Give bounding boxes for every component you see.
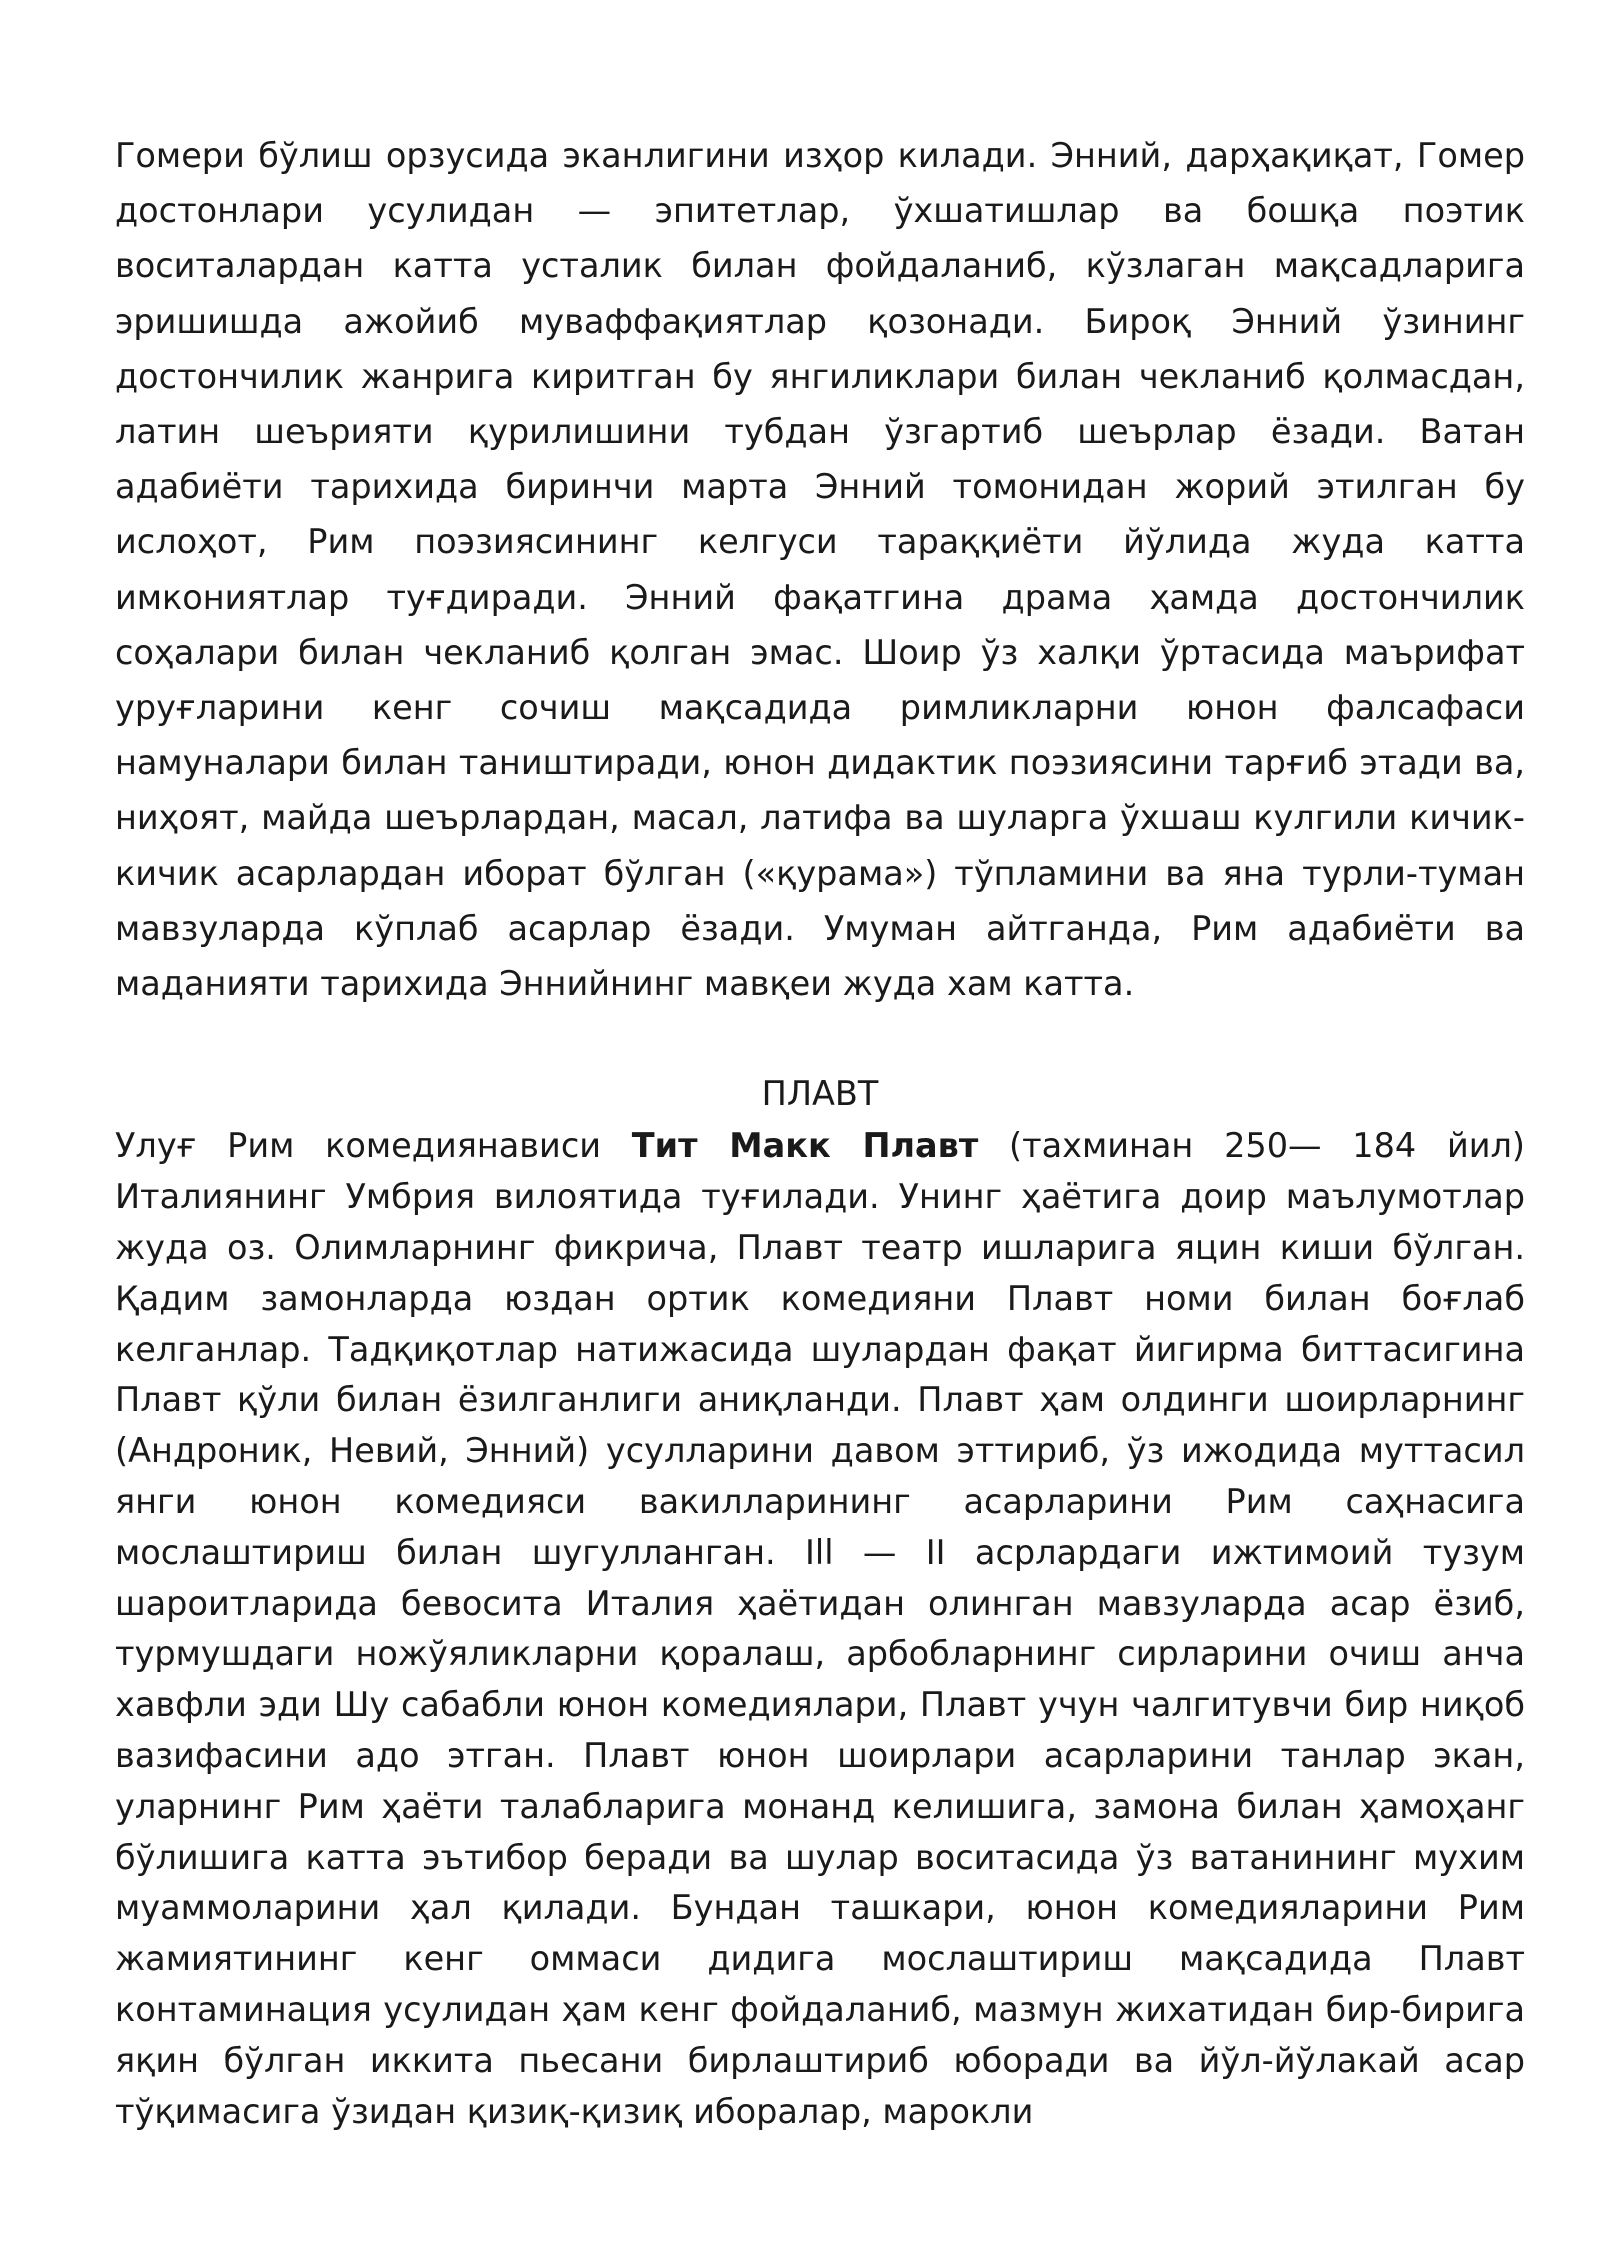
document-page (115, 128, 1525, 2137)
author-name: Тит Макк Плавт (631, 1126, 979, 1166)
section-title-plautus: ПЛАВТ (761, 1074, 879, 1114)
paragraph-ennius: Гомери бўлиш орзусида эканлигини изҳор килади. Энний, дарҳақиқат, Гомер достонлари усулидан — эпитетлар, ўхшатишлар ва бошқа поэтик воситалардан катта усталик билан фойдаланиб, кўзлаган мақсадларига эришишда ажойиб муваффақиятлар қозонади. Бироқ Энний ўзининг достончилик жанрига киритган бу янгиликлари билан чекланиб қолмасдан, латин шеърияти қурилишини тубдан ўзгартиб шеърлар ёзади. Ватан адабиёти тарихида биринчи марта Энний томонидан жорий этилган бу ислоҳот, Рим поэзиясининг келгуси тараққиёти йўлида жуда катта имкониятлар туғдиради. Энний фақатгина драма ҳамда достончилик соҳалари билан чекланиб қолган эмас. Шоир ўз халқи ўртасида маърифат уруғларини кенг сочиш мақсадида римликларни юнон фалсафаси намуналари билан таништиради, юнон дидактик поэзиясини тарғиб этади ва, ниҳоят, майда шеърлардан, масал, латифа ва шуларга ўхшаш кулгили кичик-кичик асарлардан иборат бўлган («қурама») тўпламини ва яна турли-туман мавзуларда кўплаб асарлар ёзади. Умуман айтганда, Рим адабиёти ва маданияти тарихида Эннийнинг мавқеи жуда хам катта. (115, 136, 1525, 1004)
paragraph-plautus-lead: Улуғ Рим комедиянависи (115, 1126, 632, 1166)
paragraph-plautus-body: (тахминан 250— 184 йил) Италиянинг Умбрия вилоятида туғилади. Унинг ҳаётига доир маълумотлар жуда оз. Олимларнинг фикрича, Плавт театр ишларига яцин киши бўлган. Қадим замонларда юздан ортик комедияни Плавт номи билан боғлаб келганлар. Тадқиқотлар натижасида шулардан фақат йигирма биттасигина Плавт қўли билан ёзилганлиги аниқланди. Плавт ҳам олдинги шоирларнинг (Андроник, Невий, Энний) усулларини давом эттириб, ўз ижодида муттасил янги юнон комедияси вакилларининг асарларини Рим саҳнасига мослаштириш билан шугулланган. Ill — II асрлардаги ижтимоий тузум шароитларида бевосита Италия ҳаётидан олинган мавзуларда асар ёзиб, турмушдаги ножўяликларни қоралаш, арбобларнинг сирларини очиш анча хавфли эди Шу сабабли юнон комедиялари, Плавт учун чалгитувчи бир ниқоб вазифасини адо этган. Плавт юнон шоирлари асарларини танлар экан, уларнинг Рим ҳаёти талабларига монанд келишига, замона билан ҳамоҳанг бўлишига катта эътибор беради ва шулар воситасида ўз ватанининг мухим муаммоларини ҳал қилади. Бундан ташкари, юнон комедияларини Рим жамиятининг кенг оммаси дидига мослаштириш мақсадида Плавт контаминация усулидан ҳам кенг фойдаланиб, мазмун жихатидан бир-бирига яқин бўлган иккита пьесани бирлаштириб юборади ва йўл-йўлакай асар тўқимасига ўзидан қизиқ-қизиқ иборалар, марокли (115, 1126, 1525, 2131)
paragraph-plautus (115, 1121, 1525, 2137)
